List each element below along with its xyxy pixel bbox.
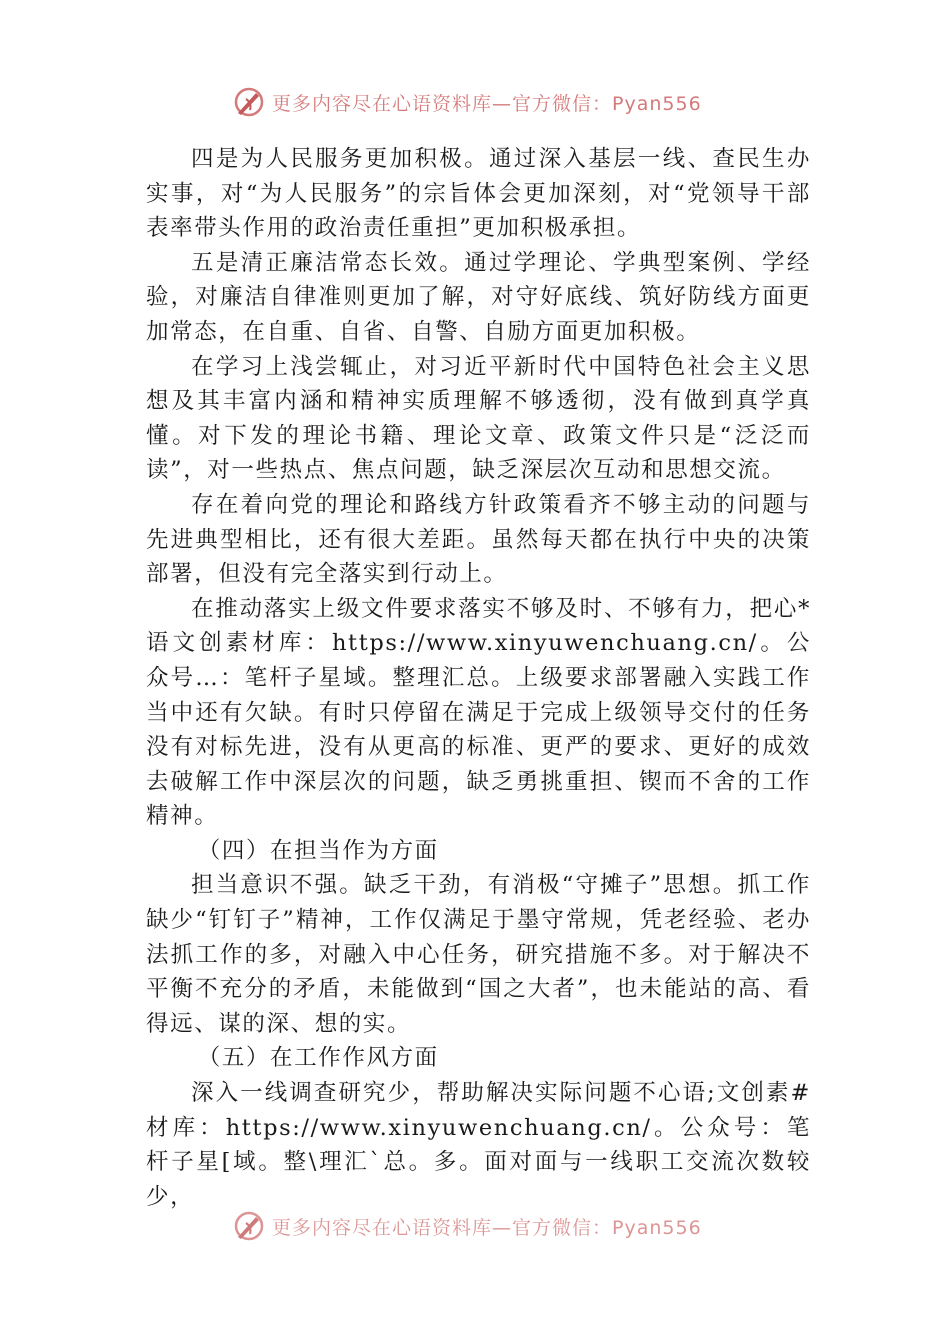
footer-watermark-text: 更多内容尽在心语资料库—官方微信：Pyan556: [272, 1216, 702, 1239]
section-heading-4: （四）在担当作为方面: [197, 837, 439, 864]
footer-watermark-banner: [232, 1206, 702, 1246]
paragraph-4: 存在着向党的理论和路线方针政策看齐不够主动的问题与先进典型相比，还有很大差距。虽然每天都在执行中央的决策部署，但没有完全落实到行动上。: [146, 491, 811, 588]
quill-seal-icon: [232, 1209, 266, 1243]
paragraph-5: 在推动落实上级文件要求落实不够及时、不够有力，把心*语文创素材库：https://www.xinyuwenchuang.cn/。公众号…：笔杆子星域。整理汇总。上级要求部署融入实践工作当中还有欠缺。有时只停留在满足于完成上级领导交付的任务没有对标先进，没有从更高的标准、更严的要求、更好的成效去破解工作中深层次的问题，缺乏勇挑重担、锲而不舍的工作精神。: [146, 595, 811, 830]
document-body: [146, 142, 811, 1214]
quill-seal-icon: [232, 85, 266, 119]
header-watermark-text: 更多内容尽在心语资料库—官方微信：Pyan556: [272, 92, 702, 115]
header-watermark-banner: [232, 82, 702, 122]
paragraph-3: 在学习上浅尝辄止，对习近平新时代中国特色社会主义思想及其丰富内涵和精神实质理解不够透彻，没有做到真学真懂。对下发的理论书籍、理论文章、政策文件只是“泛泛而读”，对一些热点、焦点问题，缺乏深层次互动和思想交流。: [146, 353, 811, 484]
section-heading-5: （五）在工作作风方面: [197, 1045, 439, 1072]
paragraph-2: 五是清正廉洁常态长效。通过学理论、学典型案例、学经验，对廉洁自律准则更加了解，对守好底线、筑好防线方面更加常态，在自重、自省、自警、自励方面更加积极。: [146, 249, 811, 345]
paragraph-1: 四是为人民服务更加积极。通过深入基层一线、查民生办实事，对“为人民服务”的宗旨体会更加深刻，对“党领导干部表率带头作用的政治责任重担”更加积极承担。: [146, 146, 811, 242]
paragraph-6: 担当意识不强。缺乏干劲，有消极“守摊子”思想。抓工作缺少“钉钉子”精神，工作仅满足于墨守常规，凭老经验、老办法抓工作的多，对融入中心任务，研究措施不多。对于解决不平衡不充分的矛盾，未能做到“国之大者”，也未能站的高、看得远、谋的深、想的实。: [146, 872, 811, 1037]
paragraph-7: 深入一线调查研究少，帮助解决实际问题不心语;文创素#材库：https://www.xinyuwenchuang.cn/。公众号：笔杆子星[域。整\理汇`总。多。面对面与一线职工交流次数较少，: [146, 1080, 811, 1210]
